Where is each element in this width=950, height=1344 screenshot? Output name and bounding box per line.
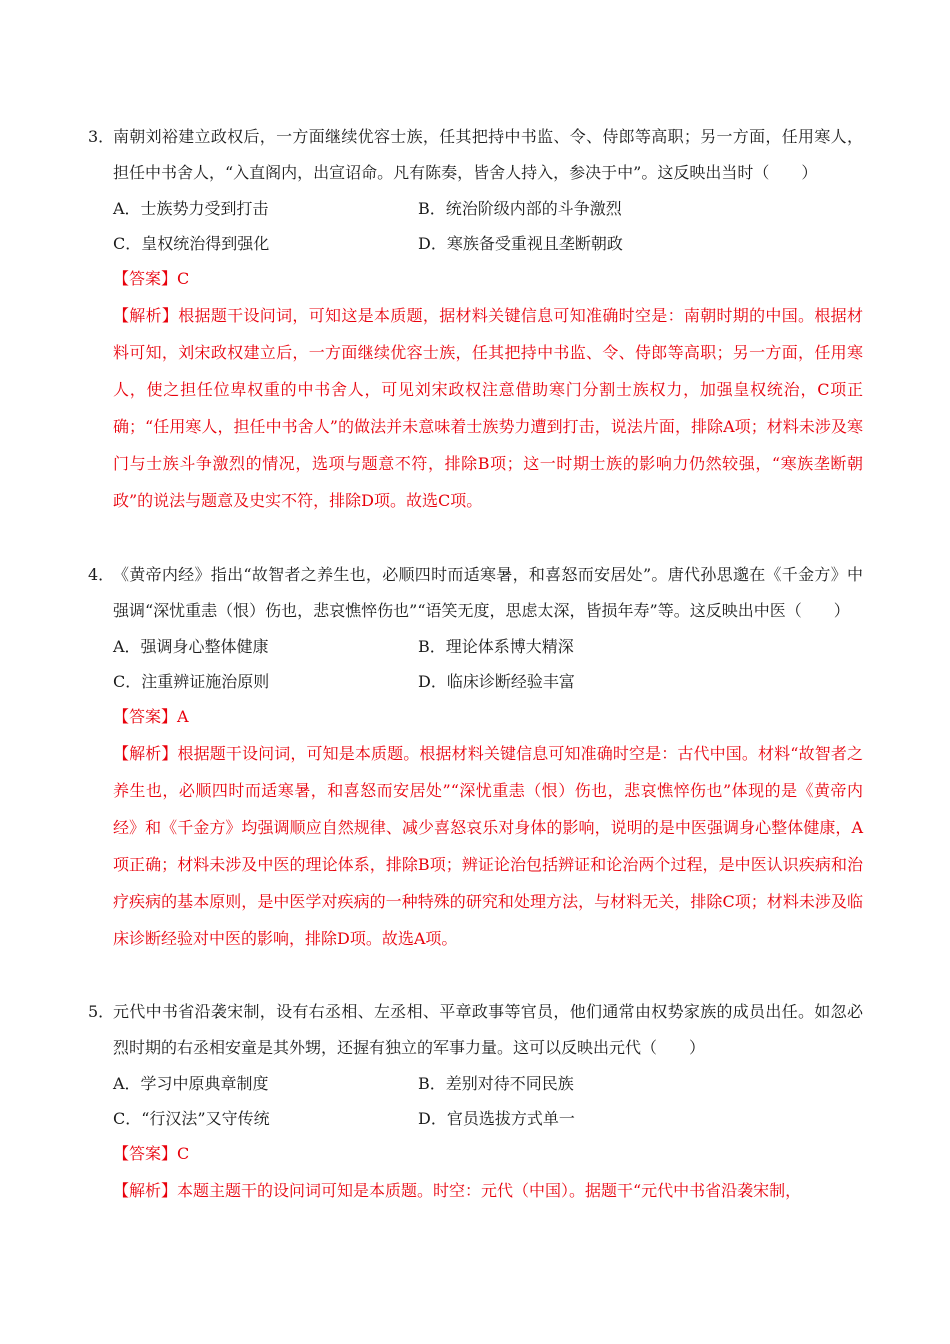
question-number: 4． [88, 565, 115, 584]
option-d: D．官员选拔方式单一 [418, 1109, 575, 1128]
option-a: A．强调身心整体健康 [113, 637, 269, 656]
answer: 【答案】C [113, 269, 190, 288]
answer: 【答案】A [113, 707, 189, 726]
analysis: 【解析】根据题干设问词，可知这是本质题，据材料关键信息可知准确时空是：南朝时期的中国。根据材料可知，刘宋政权建立后，一方面继续优容士族，任其把持中书监、令、侍郎等高职；另一方面，任用寒人，使之担任位卑权重的中书舍人，可见刘宋政权注意借助寒门分割士族权力，加强皇权统治，C项正确；“任用寒人，担任中书舍人”的做法并未意味着士族势力遭到打击，说法片面，排除A项；材料未涉及寒门与士族斗争激烈的情况，选项与题意不符，排除B项；这一时期士族的影响力仍然较强，“寒族垄断朝政”的说法与题意及史实不符，排除D项。故选C项。 [113, 306, 863, 510]
question-stem [88, 119, 863, 191]
answer: 【答案】C [113, 1144, 190, 1163]
question-text: 《黄帝内经》指出“故智者之养生也，必顺四时而适寒暑，和喜怒而安居处”。唐代孙思邈在《千金方》中强调“深忧重恚（恨）伤也，悲哀憔悴伤也”“语笑无度，思虑太深，皆损年寿”等。这反映出中医（ ） [113, 565, 863, 620]
question-number: 3． [88, 127, 115, 146]
option-c: C．皇权统治得到强化 [113, 234, 270, 253]
question-text: 南朝刘裕建立政权后，一方面继续优容士族，任其把持中书监、令、侍郎等高职；另一方面，任用寒人，担任中书舍人，“入直阁内，出宣诏命。凡有陈奏，皆舍人持入，参决于中”。这反映出当时（ ） [113, 127, 863, 182]
question-3 [88, 119, 863, 519]
question-text: 元代中书省沿袭宋制，设有右丞相、左丞相、平章政事等官员，他们通常由权势家族的成员出任。如忽必烈时期的右丞相安童是其外甥，还握有独立的军事力量。这可以反映出元代（ ） [113, 1002, 863, 1057]
option-c: C．“行汉法”又守传统 [113, 1109, 270, 1128]
option-d: D．临床诊断经验丰富 [418, 672, 575, 691]
option-c: C．注重辨证施治原则 [113, 672, 270, 691]
question-stem [88, 557, 863, 629]
question-number: 5． [88, 1002, 115, 1021]
question-4 [88, 557, 863, 957]
option-d: D．寒族备受重视且垄断朝政 [418, 234, 623, 253]
option-b: B．理论体系博大精深 [418, 637, 574, 656]
question-5 [88, 994, 863, 1209]
options [88, 1066, 863, 1136]
options [88, 629, 863, 699]
option-b: B．统治阶级内部的斗争激烈 [418, 199, 622, 218]
option-b: B．差别对待不同民族 [418, 1074, 574, 1093]
analysis: 【解析】根据题干设问词，可知是本质题。根据材料关键信息可知准确时空是：古代中国。材料“故智者之养生也，必顺四时而适寒暑，和喜怒而安居处”“深忧重恚（恨）伤也，悲哀憔悴伤也”体现的是《黄帝内经》和《千金方》均强调顺应自然规律、减少喜怒哀乐对身体的影响，说明的是中医强调身心整体健康，A项正确；材料未涉及中医的理论体系，排除B项；辨证论治包括辨证和论治两个过程，是中医认识疾病和治疗疾病的基本原则，是中医学对疾病的一种特殊的研究和处理方法，与材料无关，排除C项；材料未涉及临床诊断经验对中医的影响，排除D项。故选A项。 [113, 744, 863, 948]
question-stem [88, 994, 863, 1066]
options [88, 191, 863, 261]
option-a: A．学习中原典章制度 [113, 1074, 269, 1093]
analysis: 【解析】本题主题干的设问词可知是本质题。时空：元代（中国）。据题干“元代中书省沿袭宋制， [113, 1181, 802, 1200]
option-a: A．士族势力受到打击 [113, 199, 269, 218]
